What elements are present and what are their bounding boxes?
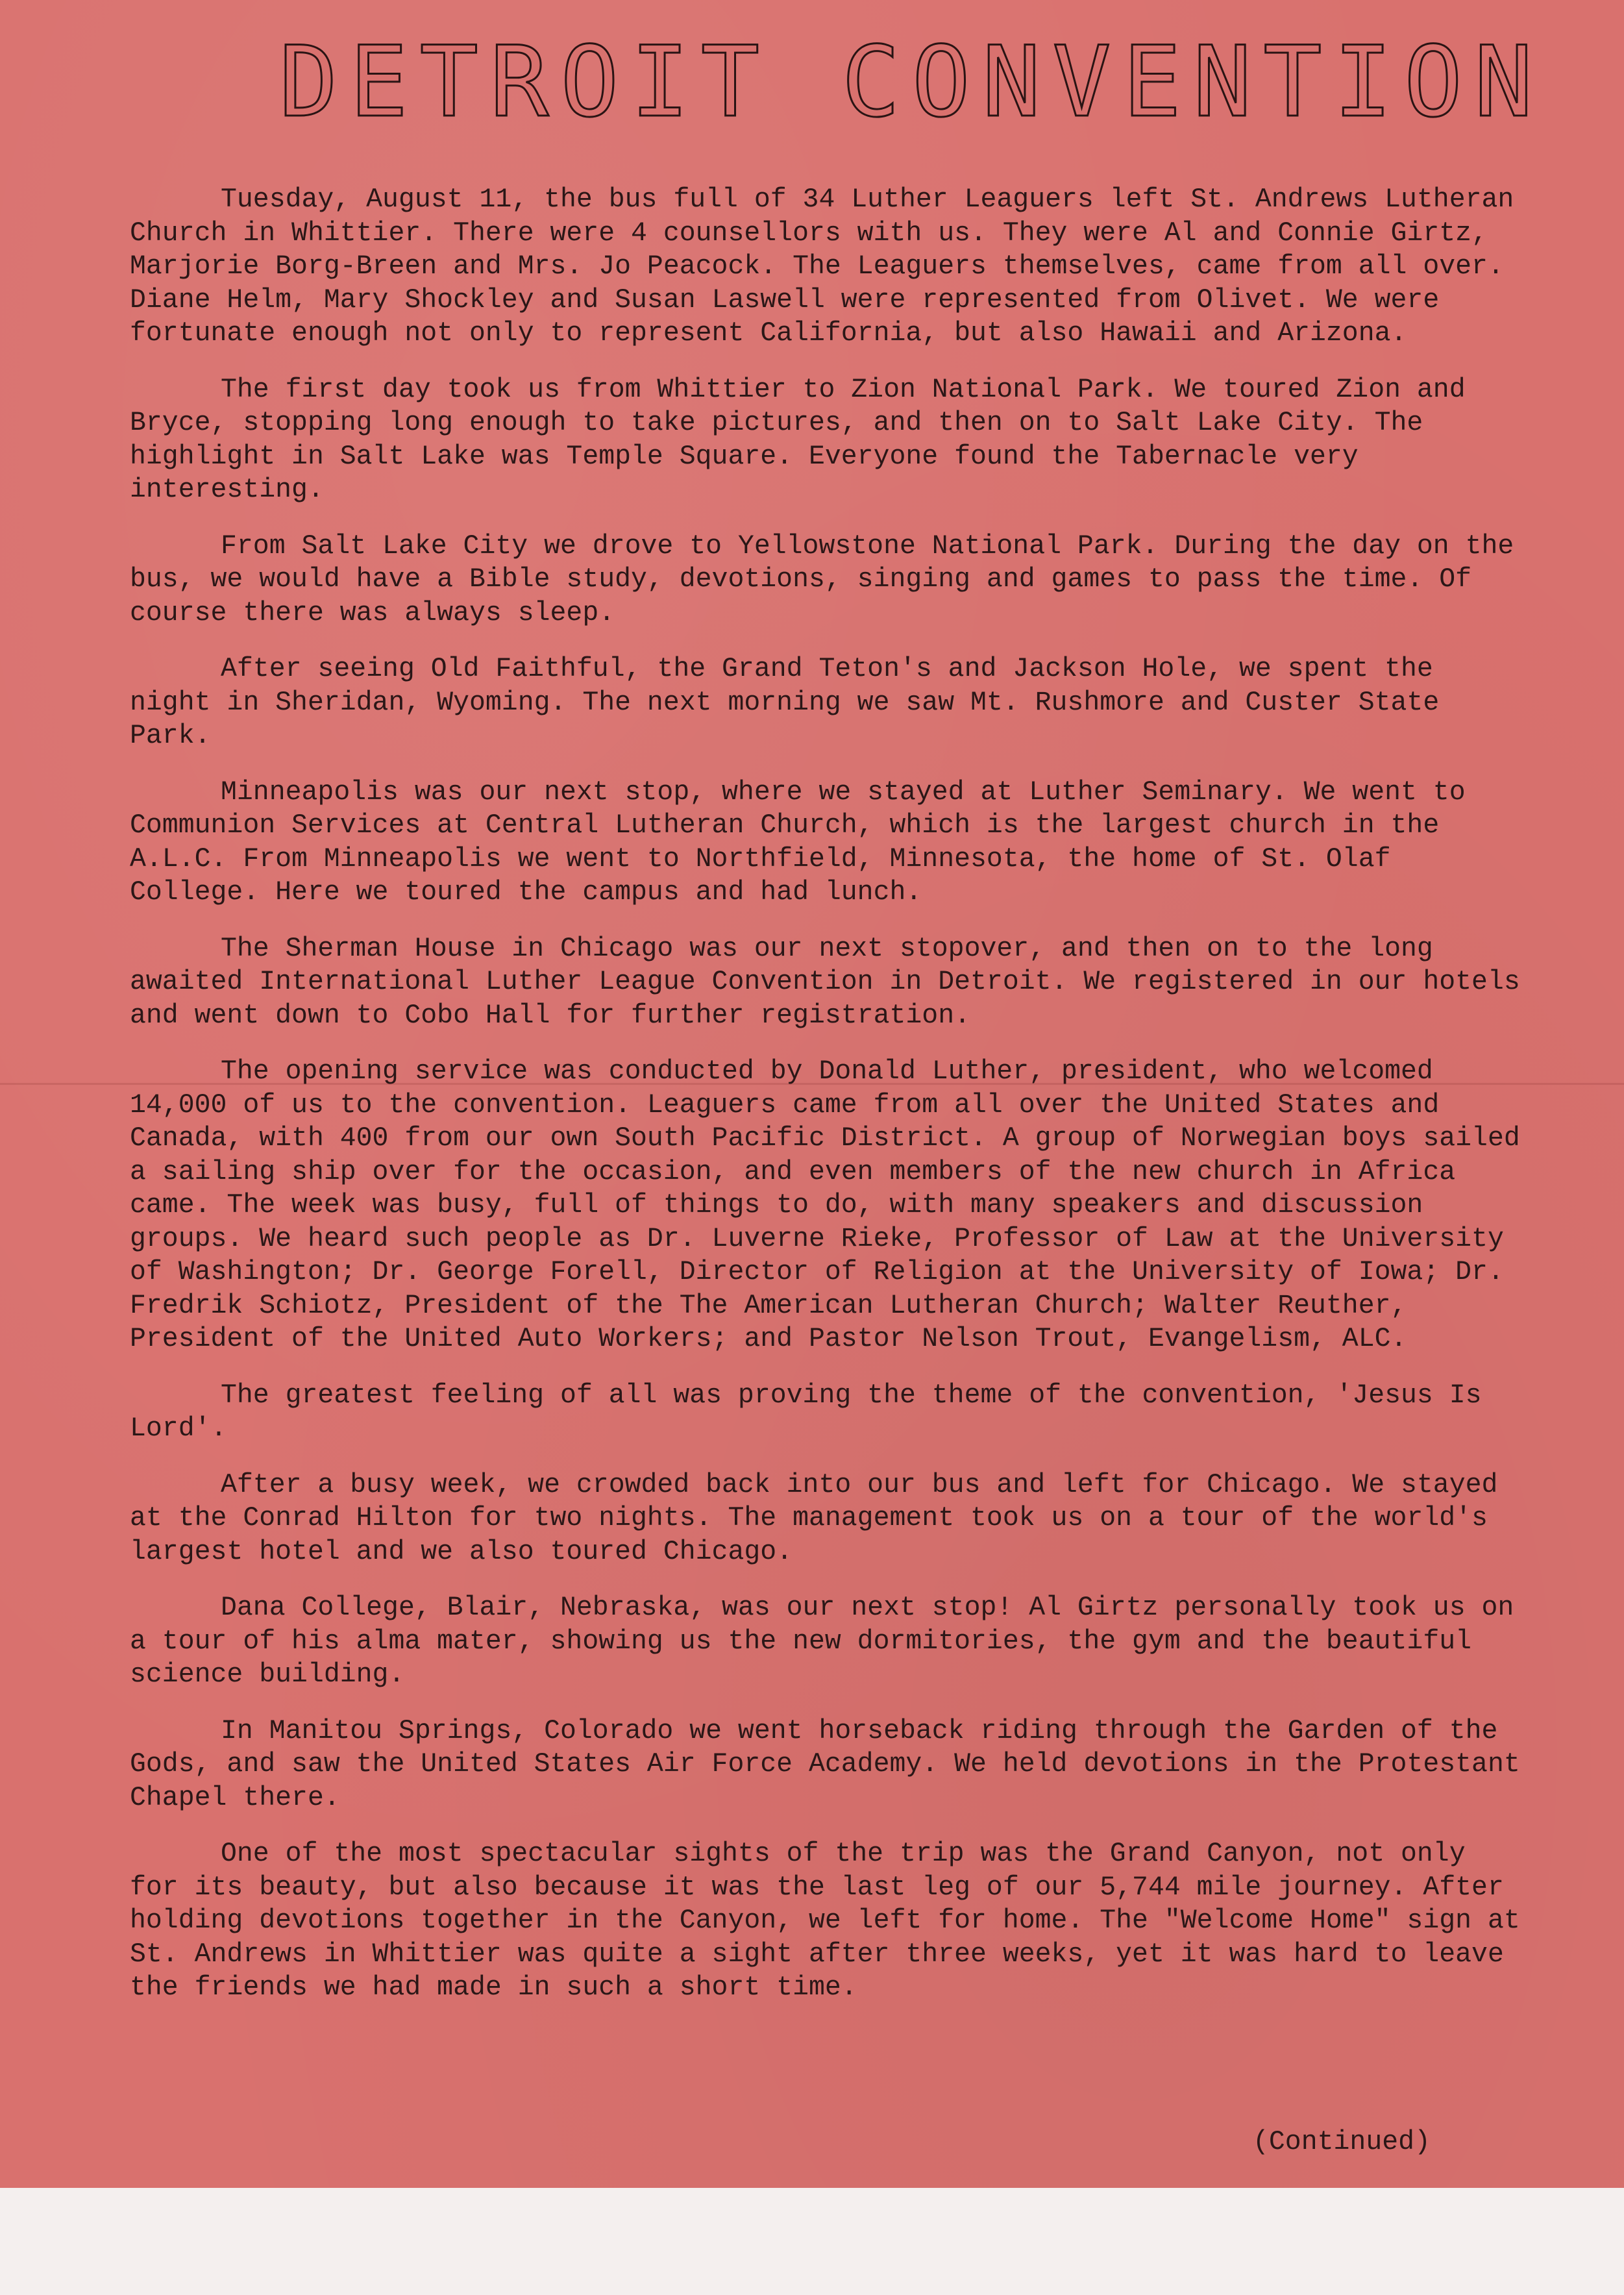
paragraph-theme: The greatest feeling of all was proving the theme of the convention, 'Jesus Is Lord'. [130,1380,1482,1444]
paragraph-sheridan: After seeing Old Faithful, the Grand Teton's and Jackson Hole, we spent the night in Sheridan, Wyoming. The next morning we saw Mt. Rushmore and Custer State Park. [130,654,1440,751]
continued-label: (Continued) [1253,2127,1431,2157]
paragraph-departure: Tuesday, August 11, the bus full of 34 Luther Leaguers left St. Andrews Lutheran Church in Whittier. There were 4 counsellors with us. They were Al and Connie Girtz, Marjorie Borg-Breen and Mrs. Jo Peacock. The Leaguers themselves, came from all over. Diane Helm, Mary Shockley and Susan Laswell were represented from Olivet. We were fortunate enough not only to represent California, but also Hawaii and Arizona. [130,184,1514,349]
paragraph-dana-college: Dana College, Blair, Nebraska, was our next stop! Al Girtz personally took us on a tour of his alma mater, showing us the new dormitories, the gym and the beautiful science building. [130,1593,1514,1690]
paragraph-yellowstone: From Salt Lake City we drove to Yellowstone National Park. During the day on the bus, we would have a Bible study, devotions, singing and games to pass the time. Of course there was always sleep. [130,530,1514,628]
paragraph-opening-service: The opening service was conducted by Donald Luther, president, who welcomed 14,000 of us to the convention. Leaguers came from all over the United States and Canada, with 400 from our own South Pacific District. A group of Norwegian boys sailed a sailing ship over for the occasion, and even members of the new church in Africa came. The week was busy, full of things to do, with many speakers and discussion groups. We heard such people as Dr. Luverne Rieke, Professor of Law at the University of Washington; Dr. George Forell, Director of Religion at the University of Iowa; Dr. Fredrik Schiotz, President of the The American Lutheran Church; Walter Reuther, President of the United Auto Workers; and Pastor Nelson Trout, Evangelism, ALC. [130,1056,1520,1354]
paragraph-minneapolis: Minneapolis was our next stop, where we stayed at Luther Seminary. We went to Communion Services at Central Lutheran Church, which is the largest church in the A.L.C. From Minneapolis we went to Northfield, Minnesota, the home of St. Olaf College. Here we toured the campus and had lunch. [130,776,1466,908]
paragraph-grand-canyon: One of the most spectacular sights of the trip was the Grand Canyon, not only for its beauty, but also because it was the last leg of our 5,744 mile journey. After holding devotions together in the Canyon, we left for home. The "Welcome Home" sign at St. Andrews in Whittier was quite a sight after three weeks, yet it was hard to leave the friends we had made in such a short time. [130,1839,1520,2003]
paragraph-manitou-springs: In Manitou Springs, Colorado we went horseback riding through the Garden of the Gods, and saw the United States Air Force Academy. We held devotions in the Protestant Chapel there. [130,1715,1520,1813]
paragraph-zion-salt-lake: The first day took us from Whittier to Zion National Park. We toured Zion and Bryce, stopping long enough to take pictures, and then on to Salt Lake City. The highlight in Salt Lake was Temple Square. Everyone found the Tabernacle very interesting. [130,374,1466,505]
article-body [130,183,1525,2028]
paragraph-chicago-detroit: The Sherman House in Chicago was our next stopover, and then on to the long awaited International Luther League Convention in Detroit. We registered in our hotels and went down to Cobo Hall for further registration. [130,933,1520,1031]
paragraph-conrad-hilton: After a busy week, we crowded back into our bus and left for Chicago. We stayed at the Conrad Hilton for two nights. The management took us on a tour of the world's largest hotel and we also toured Chicago. [130,1469,1498,1567]
page-title: DETROIT CONVENTION [279,26,1545,139]
